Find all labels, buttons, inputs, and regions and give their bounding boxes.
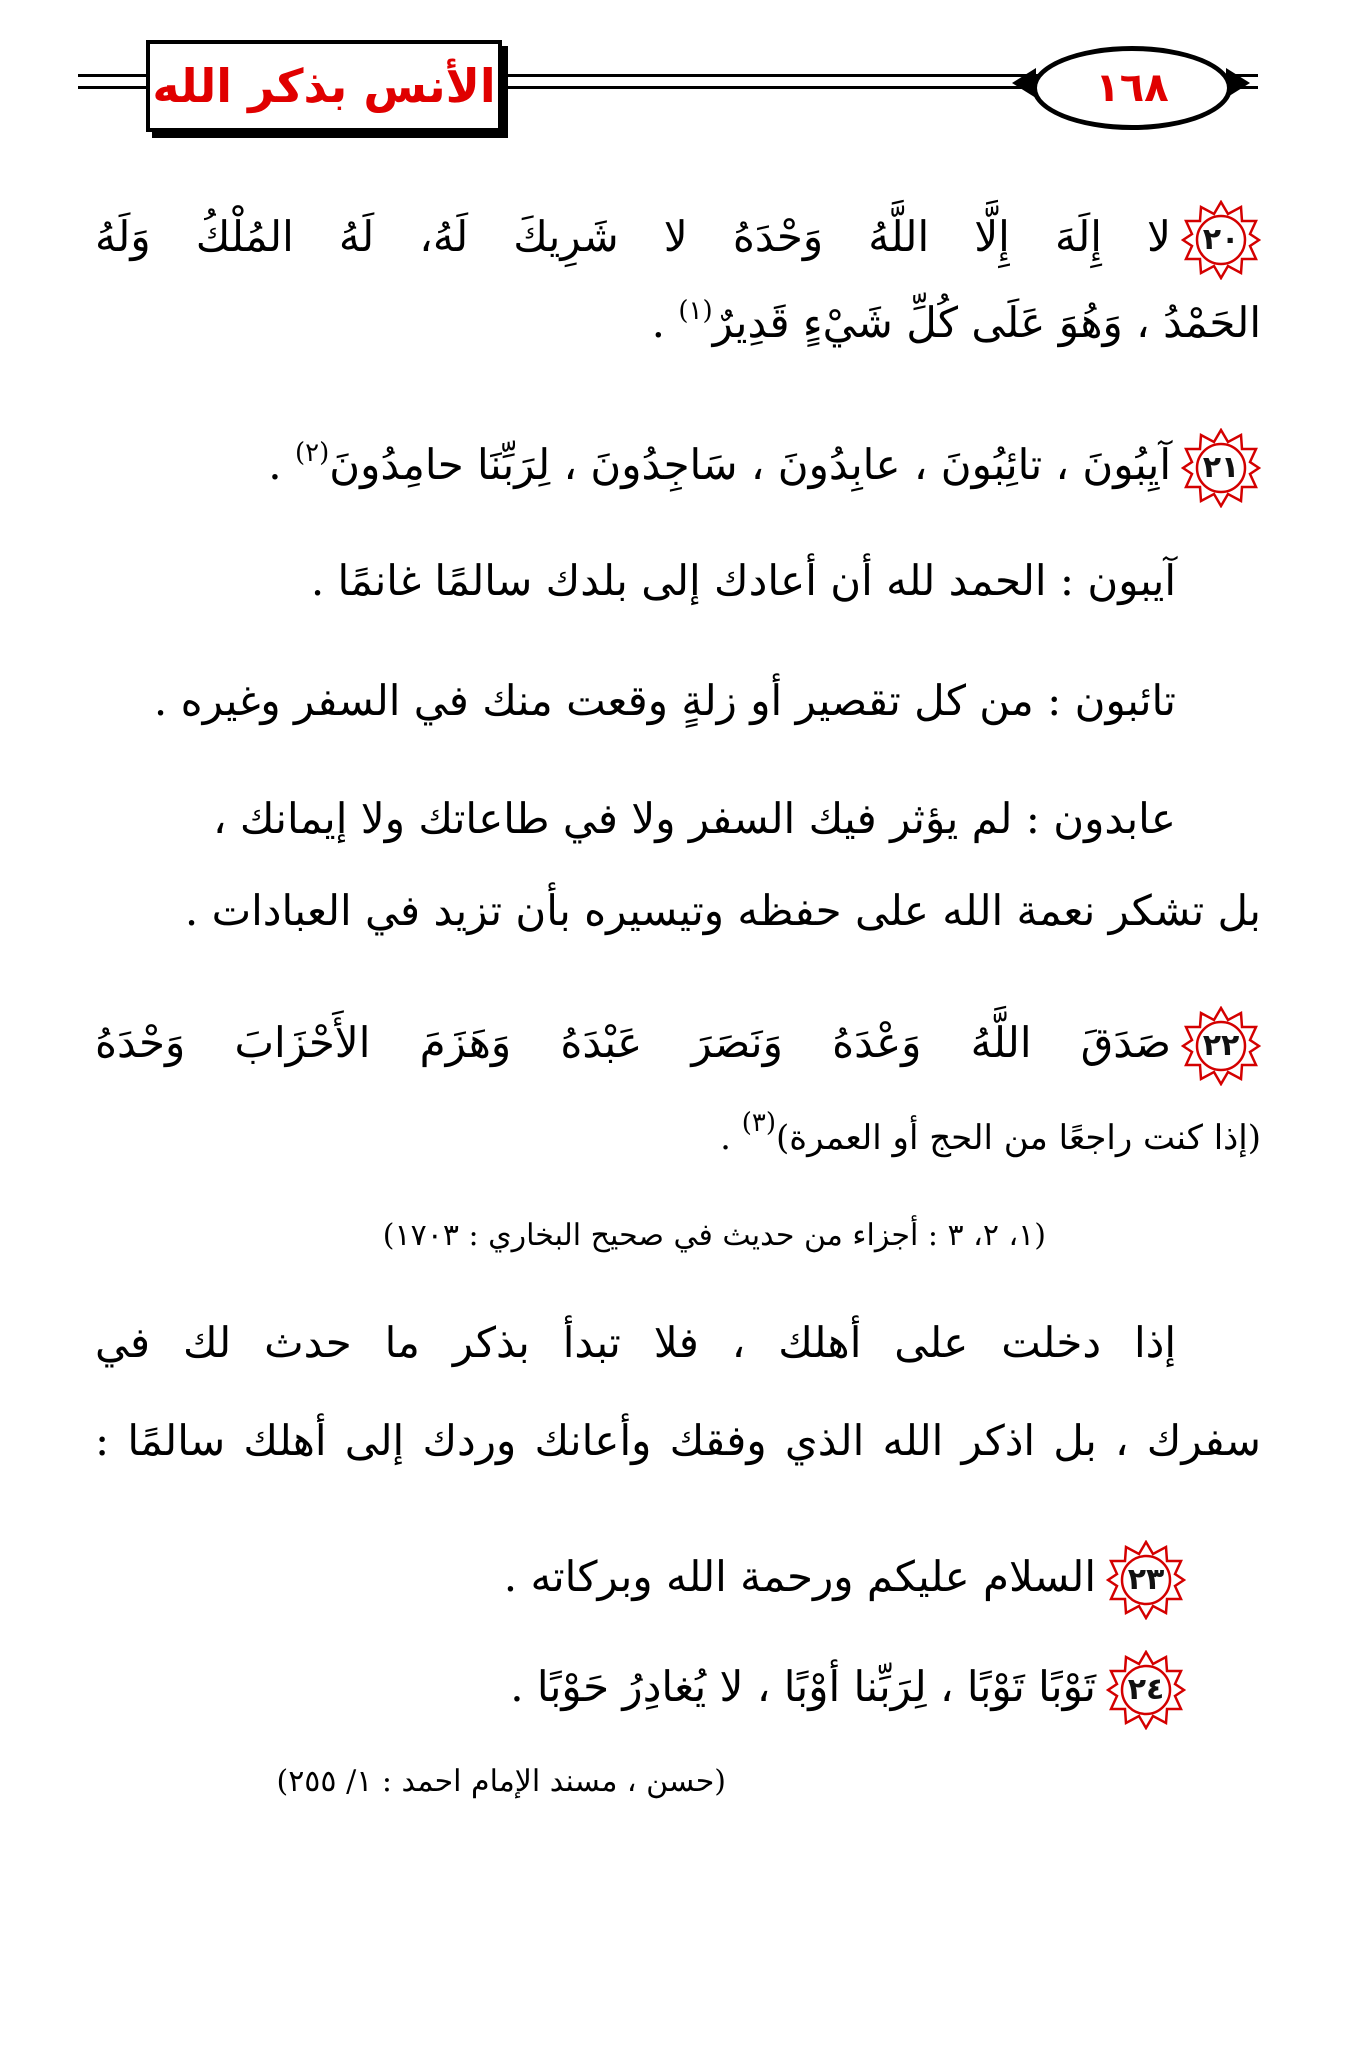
paragraph-text-1: إذا دخلت على أهلك ، فلا تبدأ بذكر ما حدث لك في [95,1318,1177,1367]
item-24-line [95,1650,1186,1730]
badge-number: ٢١ [1202,450,1240,485]
footnote-1 [95,1218,1046,1254]
running-title-text: الأنس بذكر الله [152,59,496,113]
badge-20 [1181,200,1261,280]
period: . [268,440,295,489]
paragraph-text-2: سفرك ، بل اذكر الله الذي وفقك وأعانك وردك إلى أهلك سالمًا : [95,1416,1261,1465]
paragraph-line-2 [95,1416,1261,1466]
item-20-text-1: لا إِلَهَ إِلَّا اللَّهُ وَحْدَهُ لا شَرِيكَ لَهُ، لَهُ المُلْكُ وَلَهُ [95,212,1171,261]
badge-number: ٢٣ [1127,1562,1165,1597]
explanation-abidun-2 [95,886,1261,936]
footnote-ref-3: (٣) [741,1108,777,1138]
page-number-text: ١٦٨ [1095,65,1169,111]
item-21-text: آيِبُونَ ، تائِبُونَ ، عابِدُونَ ، سَاجِدُونَ ، لِرَبِّنَا حامِدُونَ [329,440,1171,489]
footnote-1-text: (١، ٢، ٣ : أجزاء من حديث في صحيح البخاري : ١٧٠٣) [382,1218,1046,1253]
badge-22 [1181,1006,1261,1086]
period: . [720,1118,742,1158]
footnote-ref-1: (١) [678,296,713,326]
badge-23 [1106,1540,1186,1620]
item-20-text-2: الحَمْدُ ، وَهُوَ عَلَى كُلِّ شَيْءٍ قَدِيرٌ [712,298,1261,347]
explanation-abidun-1 [95,794,1176,844]
item-22-note [95,1108,1261,1159]
badge-number: ٢٢ [1202,1028,1240,1063]
paragraph-line-1 [95,1318,1176,1368]
explanation-taibun [95,676,1176,726]
explanation-abidun-text-2: بل تشكر نعمة الله على حفظه وتيسيره بأن تزيد في العبادات . [184,886,1261,935]
explanation-ayibun-text: آيبون : الحمد لله أن أعادك إلى بلدك سالمًا غانمًا . [310,556,1176,605]
item-20-line-2 [95,296,1261,348]
item-23-text: السلام عليكم ورحمة الله وبركاته . [503,1552,1096,1601]
item-20-line-1 [95,200,1261,280]
badge-number: ٢٤ [1127,1672,1165,1707]
footnote-2 [95,1764,726,1800]
explanation-abidun-text-1: عابدون : لم يؤثر فيك السفر ولا في طاعاتك ولا إيمانك ، [212,794,1176,843]
badge-number: ٢٠ [1202,222,1240,257]
item-24-text: تَوْبًا تَوْبًا ، لِرَبِّنا أوْبًا ، لا يُغادِرُ حَوْبًا . [510,1662,1096,1711]
period: . [651,298,679,347]
running-title [146,40,502,132]
badge-21 [1181,428,1261,508]
item-21-line [95,428,1261,508]
explanation-taibun-text: تائبون : من كل تقصير أو زلةٍ وقعت منك في السفر وغيره . [153,676,1176,725]
explanation-ayibun [95,556,1176,606]
item-22-note-text: (إذا كنت راجعًا من الحج أو العمرة) [776,1118,1261,1158]
item-23-line [95,1540,1186,1620]
page-number [1032,46,1232,130]
item-22-text: صَدَقَ اللَّهُ وَعْدَهُ وَنَصَرَ عَبْدَهُ وَهَزَمَ الأَحْزَابَ وَحْدَهُ [95,1018,1171,1067]
item-22-line [95,1006,1261,1086]
footnote-2-text: (حسن ، مسند الإمام احمد : ١/ ٢٥٥) [276,1764,726,1799]
badge-24 [1106,1650,1186,1730]
footnote-ref-2: (٢) [294,438,330,468]
